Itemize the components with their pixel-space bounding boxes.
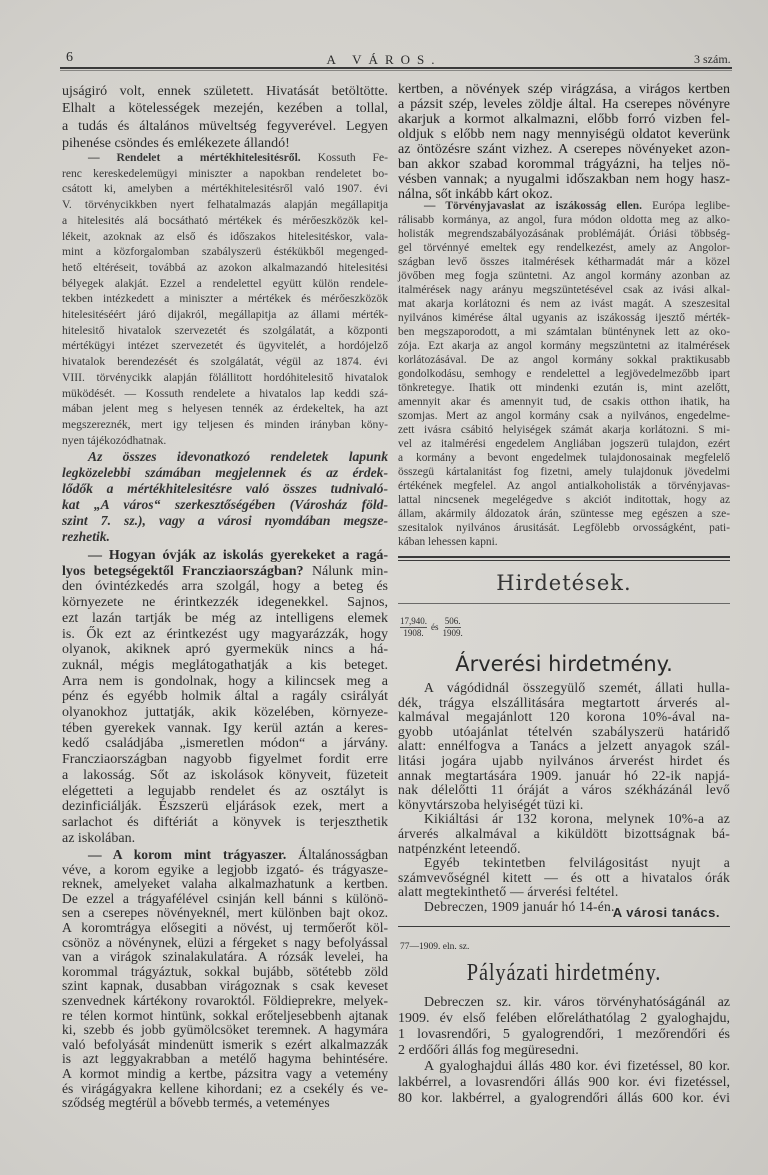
text-line: Elhalt a kötelességek mezején, kezében a tollal, [62,101,388,117]
text-line: a kormány a bevont engedelmek tulajdonosainak megfelelő [398,452,730,464]
text-line: is. Ők ezt az érintkezést ugy magyarázzák, hogy [62,626,388,642]
text-line: lődők a mértékhitelesitésre való összes tudnivaló- [62,481,388,496]
text-line: az iskolában. [62,830,136,846]
bold-lead: lyos betegségektől Francziaországban? [62,563,304,579]
text-line: alatt: ennélfogva a Tanács a jelzett anyagok szál- [398,738,730,754]
tender-title: Pályázati hirdetmény. [466,960,662,986]
text-line: mában jelent meg s helyesen tennék az érdekeltek, ha azt [62,402,388,416]
text-line: dék, trágya elszállitására megtartott árverés al- [398,694,730,710]
bold-lead: — Hogyan óvják az iskolás gyerekeket a ragá- [88,548,388,563]
text-line: rezhetik. [62,529,110,544]
text-line: megszereznék, mert igy teljesen és minden irányban köny- [62,417,388,431]
text-line: a lakosság. Sőt az iskolások könyveit, füzeteit [62,767,388,783]
text-line: kat „A város“ szerkesztőségében (Városház föld- [62,497,388,512]
paragraph [398,1059,730,1107]
text-line: amennyit akar és amennyit tud, de csakis otthon ihatik, ha [398,396,730,408]
text-line: renc kereskedelemügyi miniszter a napokban rendeletet bo- [62,166,388,180]
text-line: a hitelesités alá bocsátható mértékek és mérőeszközök kel- [62,213,388,227]
text-line: lakbérrel, a lovasrendőri állás 900 kor. évi fizetéssel, [398,1075,730,1090]
paragraph [398,82,730,202]
text-line: VIII. törvénycikk alapján fölállitott hordóhitelesitő hivatalok [62,370,388,384]
text-line: alatt megtekinthető — árverési feltétel. [398,884,619,900]
text-line: vésben vannak; a nyugalmi időszakban nem hogy hasz- [398,172,730,187]
text-line: re télen kormot hintünk, sokkal erőteljesebbenh ajtanak [62,1007,388,1023]
text-line: is azt leggyakrabban a metélő hagyma behintésére. [62,1051,388,1067]
ref-conj: és [431,622,439,632]
text-line: a tudás és általános müveltség fegyverével. Legyen [62,118,388,134]
text-line: kedő családjába „ismeretlen módon“ a járvány. [62,736,388,752]
article-korom [62,848,388,1111]
auction-title: Árverési hirdetmény. [455,652,673,676]
text-line: sződség megtérül a bővebb termés, a veteményes [62,1095,330,1111]
text-line [62,564,388,580]
text-line: lékeit, azoknak az első és időszakos hitelesitéskor, vala- [62,229,388,243]
text-line: tönkretegye. Ihatik ott mindenki ezután is, mint azelőtt, [398,382,730,394]
text-line: müködését. — Kossuth rendelete a hivatalos lap keddi szá- [62,386,388,400]
paragraph [62,548,388,846]
text-line: hető eltéréseit, továbbá az azokon alkalmazandó hitelesitési [62,260,388,274]
text-line: olyanokhoz juttatják, akik közelében, környeze- [62,705,388,721]
text-line: nálna, sőt inkább kárt okoz. [398,187,553,202]
text-line: ban akkor szabad korommal trágyázni, ha teljes nö- [398,157,730,172]
text-line: a pázsit szép, leveles zöldje által. Ha cserepes növényre [398,97,730,112]
text-line: véve, a korom egyike a legjobb izgató- és trágyasze- [62,861,388,877]
ref-num-1: 17,940. [400,616,427,626]
text-line: lattal nincsenek megelégedve s akciót inditottak, hogy az [398,494,730,506]
text-line: A kormot mindig a kertbe, pázsitra vagy a vetemény [62,1065,388,1081]
text-line: sen a cserepes növényeknél, mert különben bajt okoz. [62,905,388,921]
text-line: A koromtrágya elősegiti a növést, uj termőerőt köl- [62,919,388,935]
text-line: nak délelőtti 11 óráját a város székházánál levő [398,782,730,798]
text-line: kalmával megajánlott 120 korona 10%-ával na- [398,709,730,725]
text-line: den óvintézkedés arra szolgál, hogy a beteg és [62,579,388,595]
text-line [62,150,388,166]
paragraph [62,83,388,153]
text-line: rálisabb kormánya, az angol, fura módon oldotta meg az alko- [398,214,730,226]
text-line: jövőben meg fogja szüntetni. Az angol kormány azonban az [398,270,730,282]
text-line: vel az italmérési engedelem Angliában jogszerü tulajdon, ezért [398,438,730,450]
notice-italic [62,449,388,545]
text-line: 80 kor. lakbérrel, a gyalogrendőri állás 600 kor. évi [398,1091,730,1106]
text-line: csátott ki, amelyben a mértékhitelesitésről való 1907. évi [62,182,388,196]
text-line: hitelesitő hivatalok szervezetét és szolgálatát, a központi [62,323,388,337]
text-line: szint 7. sz.), vagy a városi nyomdában megsze- [62,513,388,528]
text-line: hivatalok berendezését és szolgálatát, végül az 1874. évi [62,355,388,369]
text-line: reknek, amelyeket valaha alkalmazhatunk a kertben. [62,876,388,892]
text-line: oldjuk s előbb nem nagy mennyiségü oldatot keverünk [398,127,730,142]
text-line: kertben, a növények szép virágzása, a virágos kertben [398,82,730,97]
section-rule-double-top [398,556,730,558]
paragraph [398,856,730,900]
text-line: nyen tájékozódhatnak. [62,433,167,447]
text-line: zója. Ezt akarja az angol kormány megszüntetni az italmérések [398,340,730,352]
header-rule [60,67,732,69]
text-line: korommal trágyáztuk, sokkal bujább, sötétebb zöld [62,963,388,979]
text-line: gyobb utóajánlat tételvén szabályszerü határidő [398,723,730,739]
text-line [62,848,388,863]
text-line: csönöz a növénynek, elüzi a férgeket s nagy befolyással [62,934,388,950]
auction-signature: A városi tanács. [612,905,720,920]
auction-body [398,681,730,915]
text-line: ben megszaporodott, a mi számtalan bünténynek lett az oko- [398,326,730,338]
text-line [398,199,730,213]
text-line: 1909. év első felében előreláthatólag 2 gyaloghajdu, [398,1011,730,1026]
text-line: V. törvénycikkben nyert felhatalmazás alapján megállapitja [62,198,388,212]
article-torvenyjavaslat [398,199,730,549]
text-line: annak megtartására 1909. január hó 22-ik napjá- [398,767,730,783]
paragraph [62,449,388,545]
text-line: van a virágok szinalakulatára. A rózsák levelei, ha [62,949,388,965]
text-line: Debreczen, 1909 január hó 14-én. [424,898,615,914]
ref-den-2: 1909. [442,628,463,638]
text-line: tében gyerekek vannak. Igy kerül aztán a keres- [62,720,388,736]
header-rule-thin [60,70,732,71]
text-line: 1 lovasrendőri, 5 gyalogrendőri, 1 mezőrendőri és [398,1027,730,1042]
paragraph [398,199,730,549]
text-line: szint kapnak, dusabban virágoznak s csak keveset [62,978,388,994]
paragraph [398,995,730,1059]
text-line: legközelebbi számában megjelennek és az érdek- [62,465,388,480]
text-line: pénz és egyébb holmik által a ragály csirályát [62,689,388,705]
text-line: italmérések nagy arányu megszüntetésével csak az ivási alkal- [398,284,730,296]
ads-heading: Hirdetések. [496,571,632,595]
text-line: való befolyását mindenütt ismerik s ezért alkalmazzák [62,1036,388,1052]
text-line: litási jogára ujabb nyilvános árverést hirdet és [398,752,730,768]
text-line: pihenése csöndes és emlékezete állandó! [62,136,290,152]
tender-reference-number: 77—1909. eln. sz. [400,942,470,952]
text-line [62,548,388,564]
text-line: mint a közforgalomban szabályszerü éstékükből megenged- [62,245,388,259]
paragraph [398,681,730,812]
text-line: holisták megrendszabályozásának problémáját. Óriási többség- [398,228,730,240]
paragraph [62,848,388,1111]
text-line: könyvtárszoba helyiségét tüzi ki. [398,796,584,812]
text-line: mat akarja korlátozni és nem az ivást magát. A szeszesital [398,298,730,310]
auction-reference-number [400,616,463,639]
text-line: Francziaországban nagyobb figyelmet fordit erre [62,752,388,768]
text-line: A vágódidnál összegyülő szemét, állati hulla- [424,680,730,695]
text-line: hitelesitéséért járó dijakról, megállapitja az állami mérték- [62,308,388,322]
page-number: 6 [66,50,73,65]
article-korom-continued [398,82,730,202]
text-line: az öntözésre szánt vizhez. A cserepes növényeket azon- [398,142,730,157]
text-line: zett ivásra csábitó helyiségek számát akarja korlátozni. S mi- [398,424,730,436]
text-line: natpénzként leteendő. [398,840,521,856]
issue-number: 3 szám. [694,52,731,66]
line-text: Nálunk min- [303,563,388,579]
text-line: akarjuk a kormot alkalmazni, előbb forró vizben fel- [398,112,730,127]
text-line: mértékügyi intézet szervezetét és ügyvitelét, a hordójelző [62,339,388,353]
ref-num-2: 506. [444,616,461,626]
text-line: nyilvános kimérése által ugyanis az iszákosság ijesztő mérték- [398,312,730,324]
text-line: De ezzel a trágyafélével csinján kell bánni s különö- [62,890,388,906]
text-line: szenvednek kártékony rovaroktól. Földieprekre, melyek- [62,992,388,1008]
text-line: számvevőségnél kitett — és ott a hivatalos órák [398,869,730,885]
text-line: összegü kártalanitást fog fizetni, amely tulajdonuk jövedelmi [398,466,730,478]
bold-lead: — Rendelet a mértékhitelesitésről. [88,151,301,164]
text-line: Arra nem is gondolnak, hogy a kilincsek meg a [62,673,388,689]
text-line: és virágágyakra kellene kihordani; ez a csekély és ve- [62,1080,388,1096]
line-text: Általánosságban [286,847,388,862]
tender-body [398,995,730,1107]
text-line: szágban levő összes italmérések kétharmadát már a közel [398,256,730,268]
text-line: gel törvénnyé emeltek egy rendelkezést, amely az Angolor- [398,242,730,254]
text-line: kában lehessen kapni. [398,536,498,548]
article-iskolas-gyerekek [62,548,388,846]
text-line: elégetteti a legujabb rendelet és az osztályt is [62,783,388,799]
text-line: ujságiró volt, ennek született. Hivatását betöltötte. [62,84,388,99]
text-line: állam, akármily áldozatok árán, szüntesse meg egészen a sze- [398,508,730,520]
bold-lead: — A korom mint trágyaszer. [88,847,287,862]
text-line: zuknál, mégis meglátogathatják a kis beteget. [62,657,388,673]
text-line: Debreczen sz. kir. város törvényhatóságánál az [424,995,730,1010]
text-line: gondolkodásu, semhogy e rendelettel a legjövedelmezőbb ipart [398,368,730,380]
paragraph [62,150,388,448]
text-line: korlátozásával. De az angol kormány sokkal praktikusabb [398,354,730,366]
ad-separator-rule [398,926,730,927]
text-line: árverés alkalmával a kiküldött bizottságnak bá- [398,825,730,841]
text-line: tekben intézkedett a miniszter a mértékek és mérőeszközök [62,292,388,306]
ads-heading-rule [398,603,730,604]
text-line: szomjas. Mert az angol kormány csak a nyilvános, engedelme- [398,410,730,422]
section-rule-double-bottom [398,560,730,561]
text-line: sarlachot és diftériát a könyvek is terjeszthetik [62,814,388,830]
text-line: szesitalok nyilvános árusitását. Legfölebb orvosságként, pati- [398,522,730,534]
newspaper-title: A VÁROS. [326,52,442,67]
line-text: Európa leglibe- [641,200,730,212]
text-line: 2 erdőőri állás fog megüresedni. [398,1043,579,1058]
bold-lead: — Törvényjavaslat az iszákosság ellen. [424,200,642,212]
text-line: Az összes idevonatkozó rendeletek lapunk [88,449,388,464]
text-line: A gyaloghajdui állás 480 kor. évi fizetéssel, 80 kor. [424,1059,730,1074]
text-line: ezt lazán tartják be még az intelligens elemek [62,610,388,626]
text-line: ki, szebb és jobb gyümölcsöket teremnek. A hagymára [62,1022,388,1038]
text-line: bélyegek alakját. Ezzel a rendelettel együtt külön rendele- [62,276,388,290]
text-line: értékének megfelel. Az angol antialkoholisták a törvényjavas- [398,480,730,492]
text-line: olyanok, akiknek apró gyermekük nincs a há- [62,642,388,658]
text-line: Kikiáltási ár 132 korona, melynek 10%-a az [424,811,730,827]
paragraph [398,812,730,856]
text-line: Egyéb tekintetben felvilágositást nyujt a [424,855,730,871]
line-text: Kossuth Fe- [300,151,389,164]
text-line: környezete ne érintkezzék idegenekkel. Sajnos, [62,595,388,611]
obituary-ending [62,83,388,153]
article-rendelet [62,150,388,448]
text-line: dezinficiálják. Észszerü eljárások ezek, mert a [62,799,388,815]
ref-den-1: 1908. [403,628,424,638]
